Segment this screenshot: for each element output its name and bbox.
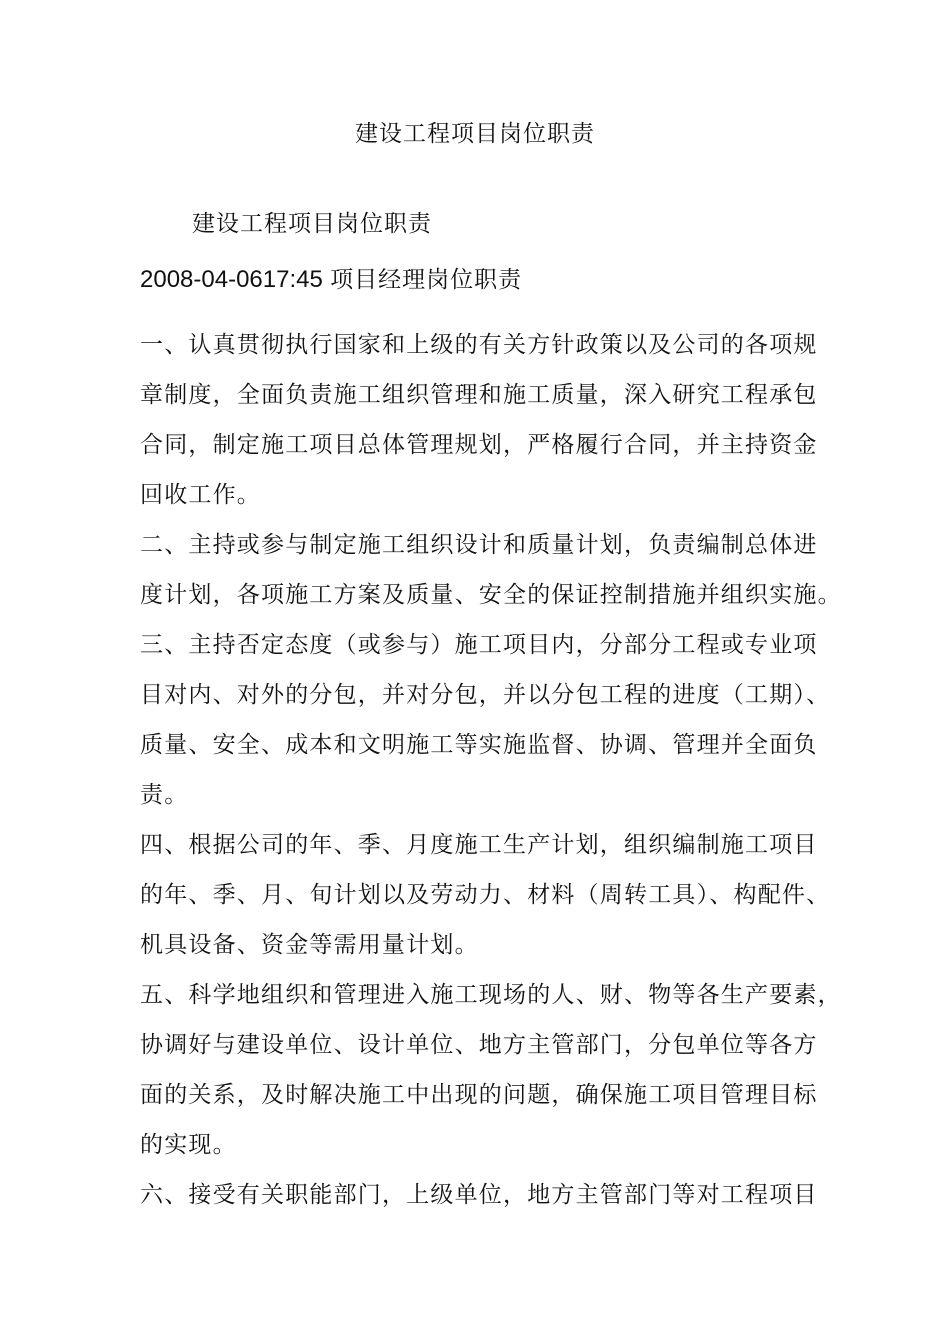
body-line: 章制度，全面负责施工组织管理和施工质量，深入研究工程承包 bbox=[140, 382, 818, 408]
body-line: 面的关系，及时解决施工中出现的问题，确保施工项目管理目标 bbox=[140, 1082, 818, 1108]
body-line: 质量、安全、成本和文明施工等实施监督、协调、管理并全面负 bbox=[140, 732, 818, 758]
body-text bbox=[140, 327, 840, 1227]
document-subtitle: 建设工程项目岗位职责 bbox=[192, 211, 432, 237]
body-line: 合同，制定施工项目总体管理规划，严格履行合同，并主持资金 bbox=[140, 432, 818, 458]
body-line: 责。 bbox=[140, 782, 189, 808]
body-line: 一、认真贯彻执行国家和上级的有关方针政策以及公司的各项规 bbox=[140, 332, 818, 358]
body-line: 协调好与建设单位、设计单位、地方主管部门，分包单位等各方 bbox=[140, 1032, 818, 1058]
body-line: 二、主持或参与制定施工组织设计和质量计划，负责编制总体进 bbox=[140, 532, 818, 558]
body-line: 四、根据公司的年、季、月度施工生产计划，组织编制施工项目 bbox=[140, 832, 818, 858]
body-line: 目对内、对外的分包，并对分包，并以分包工程的进度（工期）、 bbox=[140, 682, 831, 708]
section-heading: 项目经理岗位职责 bbox=[330, 267, 523, 293]
body-line: 回收工作。 bbox=[140, 482, 261, 508]
body-line: 三、主持否定态度（或参与）施工项目内，分部分工程或专业项 bbox=[140, 632, 818, 658]
body-line: 度计划，各项施工方案及质量、安全的保证控制措施并组织实施。 bbox=[140, 582, 842, 608]
post-date: 2008-04-0617:45 bbox=[140, 266, 323, 293]
date-heading-line bbox=[140, 264, 522, 296]
document-title: 建设工程项目岗位职责 bbox=[355, 121, 595, 147]
body-line: 六、接受有关职能部门，上级单位，地方主管部门等对工程项目 bbox=[140, 1182, 818, 1208]
body-line: 的年、季、月、旬计划以及劳动力、材料（周转工具）、构配件、 bbox=[140, 882, 831, 908]
body-line: 五、科学地组织和管理进入施工现场的人、财、物等各生产要素， bbox=[140, 982, 842, 1008]
body-line: 机具设备、资金等需用量计划。 bbox=[140, 932, 479, 958]
body-line: 的实现。 bbox=[140, 1132, 237, 1158]
